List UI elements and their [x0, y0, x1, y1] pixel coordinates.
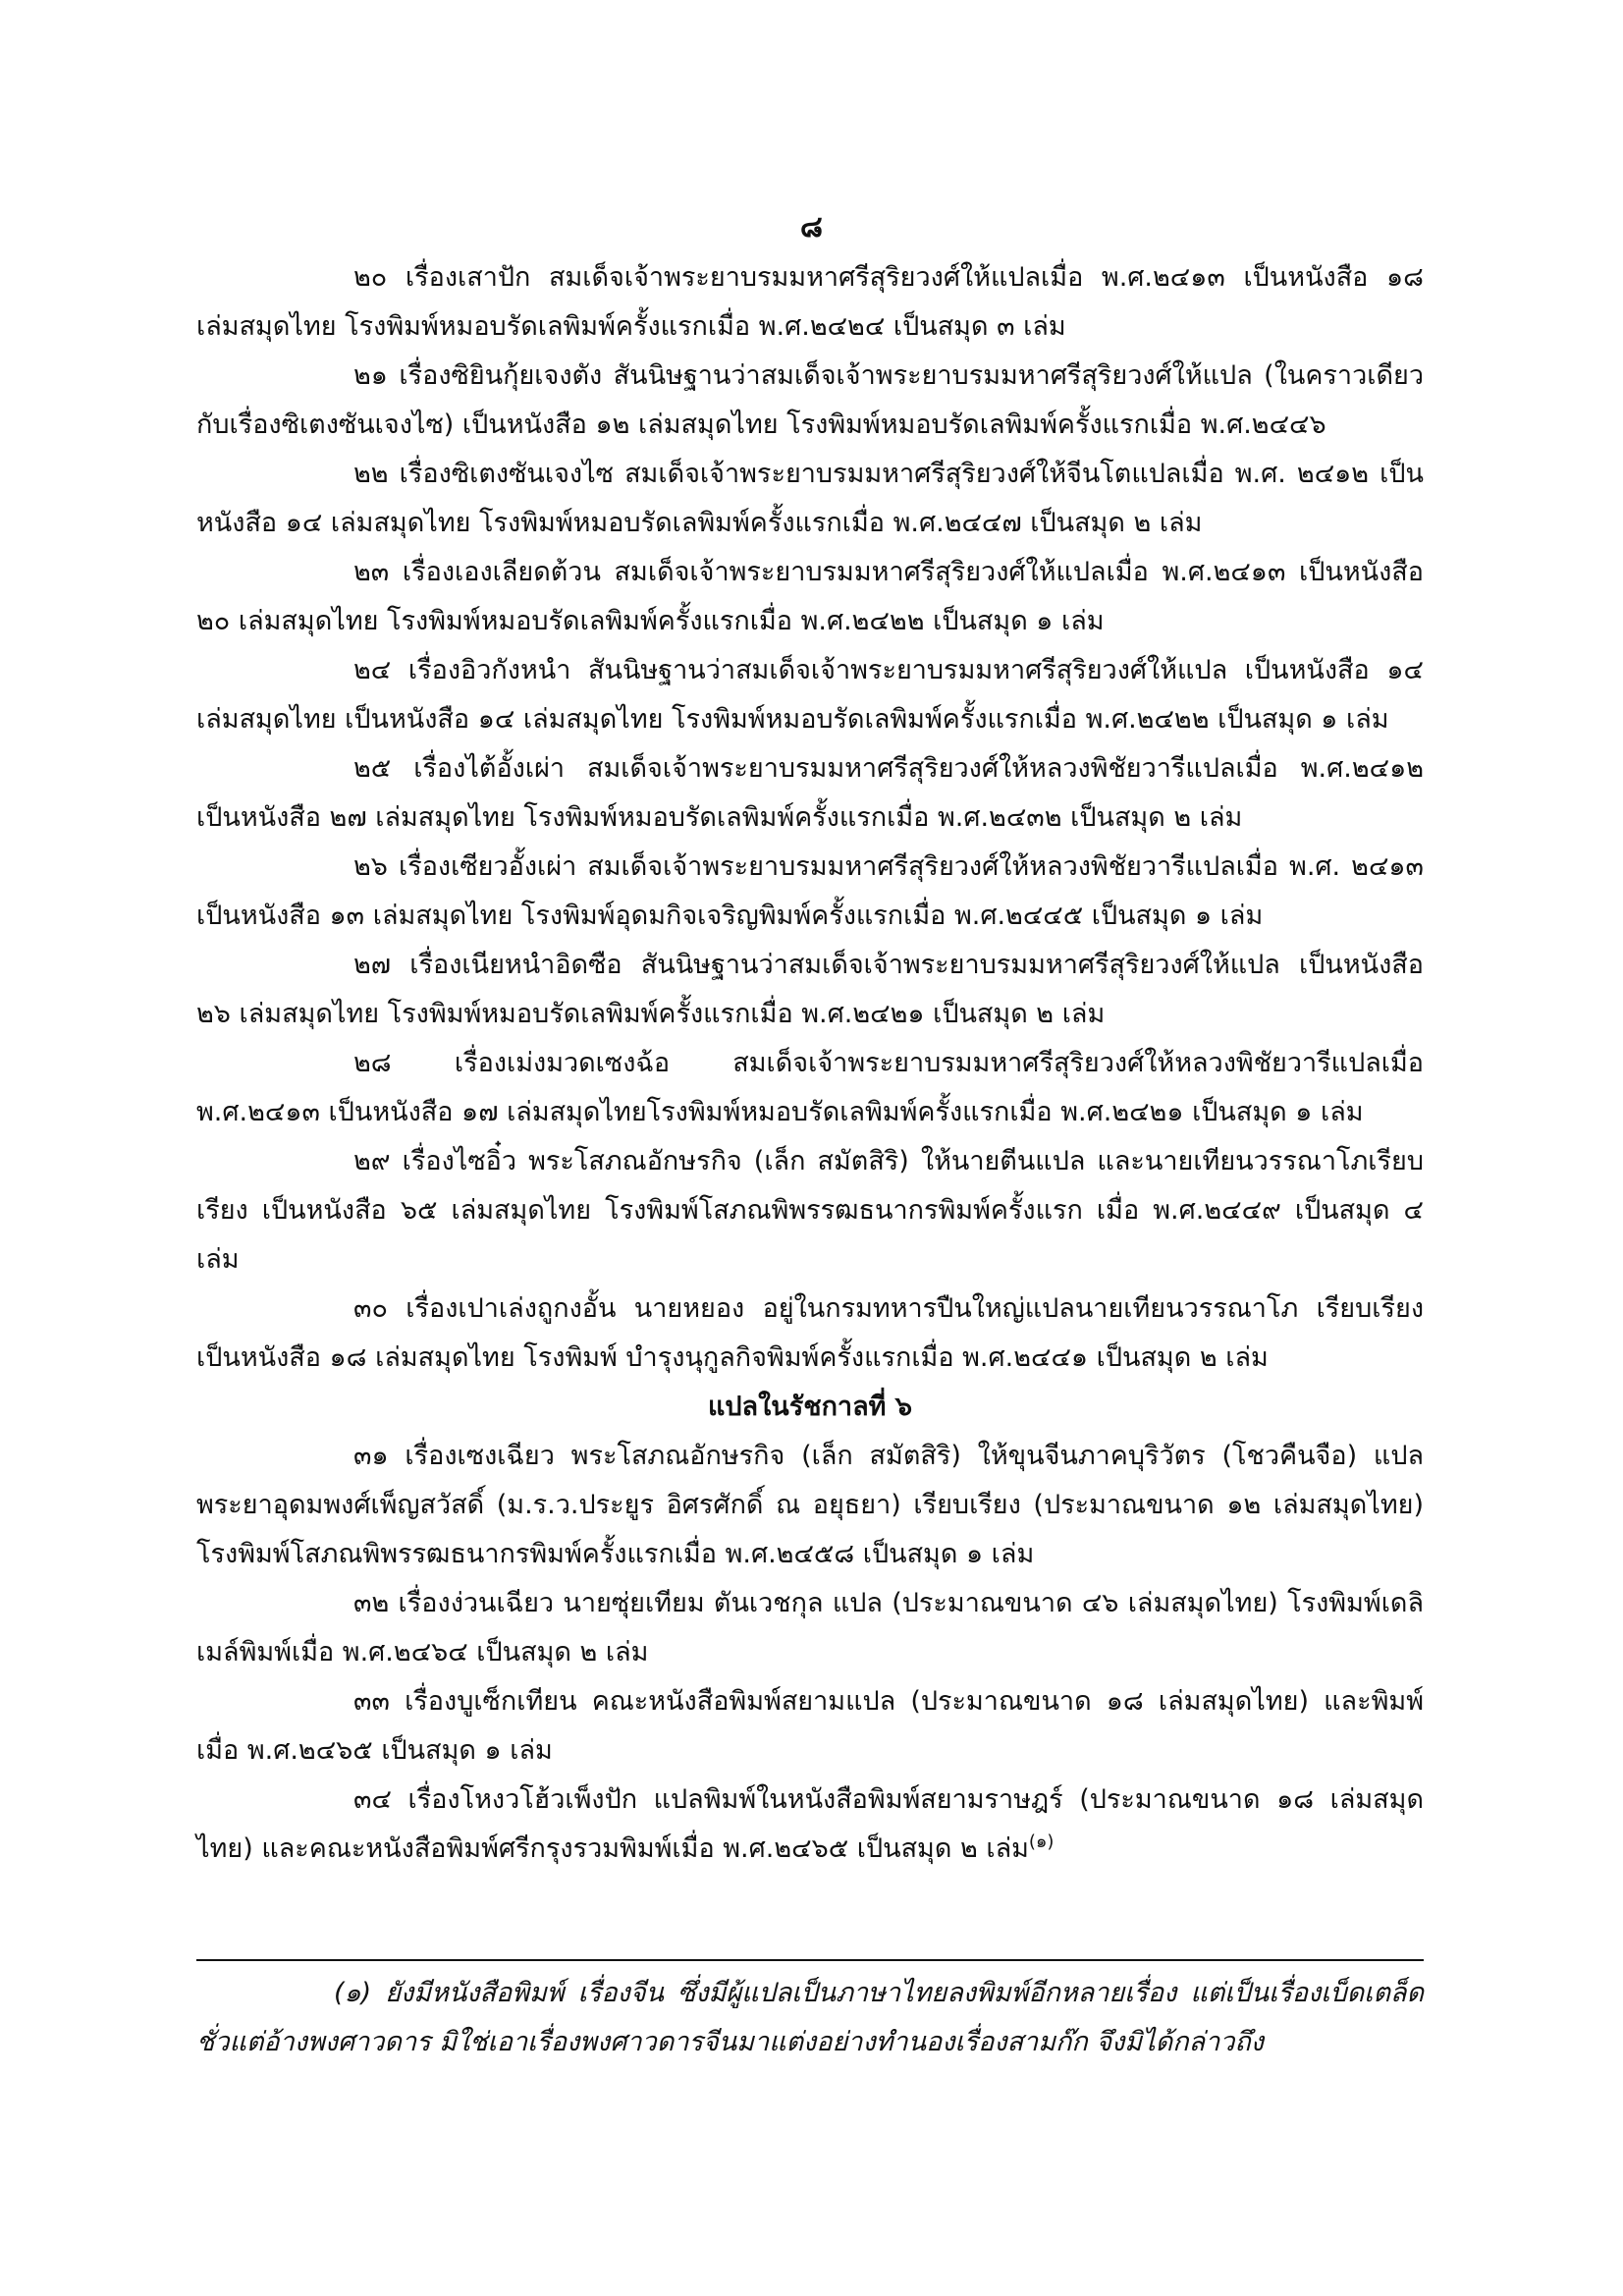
list-item-32: ๓๒ เรื่องง่วนเฉียว นายซุ่ยเทียม ตันเวชกุล แปล (ประมาณขนาด ๔๖ เล่มสมุดไทย) โรงพิมพ์เดลิเมล์พิมพ์เมื่อ พ.ศ.๒๔๖๔ เป็นสมุด ๒ เล่ม	[196, 1588, 1424, 1667]
list-item-20: ๒๐ เรื่องเสาปัก สมเด็จเจ้าพระยาบรมมหาศรีสุริยวงศ์ให้แปลเมื่อ พ.ศ.๒๔๑๓ เป็นหนังสือ ๑๘ เล่มสมุดไทย โรงพิมพ์หมอบรัดเลพิมพ์ครั้งแรกเมื่อ พ.ศ.๒๔๒๔ เป็นสมุด ๓ เล่ม	[196, 262, 1424, 342]
footnote-divider	[196, 1959, 1424, 1961]
body-text	[196, 253, 1424, 1874]
list-item-34-text: ๓๔ เรื่องโหงวโฮ้วเพ็งปัก แปลพิมพ์ในหนังสือพิมพ์สยามราษฎร์ (ประมาณขนาด ๑๘ เล่มสมุดไทย) และคณะหนังสือพิมพ์ศรีกรุงรวมพิมพ์เมื่อ พ.ศ.๒๔๖๕ เป็นสมุด ๒ เล่ม	[196, 1784, 1424, 1864]
list-item-33: ๓๓ เรื่องบูเซ็กเทียน คณะหนังสือพิมพ์สยามแปล (ประมาณขนาด ๑๘ เล่มสมุดไทย) และพิมพ์เมื่อ พ.ศ.๒๔๖๕ เป็นสมุด ๑ เล่ม	[196, 1686, 1424, 1766]
list-item-22: ๒๒ เรื่องซิเตงซันเจงไซ สมเด็จเจ้าพระยาบรมมหาศรีสุริยวงศ์ให้จีนโตแปลเมื่อ พ.ศ. ๒๔๑๒ เป็นหนังสือ ๑๔ เล่มสมุดไทย โรงพิมพ์หมอบรัดเลพิมพ์ครั้งแรกเมื่อ พ.ศ.๒๔๔๗ เป็นสมุด ๒ เล่ม	[196, 459, 1424, 538]
list-item-24: ๒๔ เรื่องอิวกังหนำ สันนิษฐานว่าสมเด็จเจ้าพระยาบรมมหาศรีสุริยวงศ์ให้แปล เป็นหนังสือ ๑๔ เล่มสมุดไทย เป็นหนังสือ ๑๔ เล่มสมุดไทย โรงพิมพ์หมอบรัดเลพิมพ์ครั้งแรกเมื่อ พ.ศ.๒๔๒๒ เป็นสมุด ๑ เล่ม	[196, 655, 1424, 735]
list-item-25: ๒๕ เรื่องไต้อั้งเผ่า สมเด็จเจ้าพระยาบรมมหาศรีสุริยวงศ์ให้หลวงพิชัยวารีแปลเมื่อ พ.ศ.๒๔๑๒ เป็นหนังสือ ๒๗ เล่มสมุดไทย โรงพิมพ์หมอบรัดเลพิมพ์ครั้งแรกเมื่อ พ.ศ.๒๔๓๒ เป็นสมุด ๒ เล่ม	[196, 753, 1424, 833]
list-item-26: ๒๖ เรื่องเซียวอั้งเผ่า สมเด็จเจ้าพระยาบรมมหาศรีสุริยวงศ์ให้หลวงพิชัยวารีแปลเมื่อ พ.ศ. ๒๔๑๓ เป็นหนังสือ ๑๓ เล่มสมุดไทย โรงพิมพ์อุดมกิจเจริญพิมพ์ครั้งแรกเมื่อ พ.ศ.๒๔๔๕ เป็นสมุด ๑ เล่ม	[196, 851, 1424, 931]
list-item-31: ๓๑ เรื่องเซงเฉียว พระโสภณอักษรกิจ (เล็ก สมัตสิริ) ให้ขุนจีนภาคบุริวัตร (โชวคืนจือ) แปล พระยาอุดมพงศ์เพ็ญสวัสดิ์ (ม.ร.ว.ประยูร อิศรศักดิ์ ณ อยุธยา) เรียบเรียง (ประมาณขนาด ๑๒ เล่มสมุดไทย) โรงพิมพ์โสภณพิพรรฒธนากรพิมพ์ครั้งแรกเมื่อ พ.ศ.๒๔๕๘ เป็นสมุด ๑ เล่ม	[196, 1441, 1424, 1569]
list-item-23: ๒๓ เรื่องเองเลียดต้วน สมเด็จเจ้าพระยาบรมมหาศรีสุริยวงศ์ให้แปลเมื่อ พ.ศ.๒๔๑๓ เป็นหนังสือ ๒๐ เล่มสมุดไทย โรงพิมพ์หมอบรัดเลพิมพ์ครั้งแรกเมื่อ พ.ศ.๒๔๒๒ เป็นสมุด ๑ เล่ม	[196, 557, 1424, 636]
list-item-29: ๒๙ เรื่องไซอิ๋ว พระโสภณอักษรกิจ (เล็ก สมัตสิริ) ให้นายตีนแปล และนายเทียนวรรณาโภเรียบเรียง เป็นหนังสือ ๖๕ เล่มสมุดไทย โรงพิมพ์โสภณพิพรรฒธนากรพิมพ์ครั้งแรก เมื่อ พ.ศ.๒๔๔๙ เป็นสมุด ๔ เล่ม	[196, 1146, 1424, 1275]
footnote: (๑) ยังมีหนังสือพิมพ์ เรื่องจีน ซึ่งมีผู้แปลเป็นภาษาไทยลงพิมพ์อีกหลายเรื่อง แต่เป็นเรื่องเบ็ดเตล็ดชั่วแต่อ้างพงศาวดาร มิใช่เอาเรื่องพงศาวดารจีนมาแต่งอย่างทำนองเรื่องสามก๊ก จึงมิได้กล่าวถึง	[196, 1978, 1424, 2057]
page-number: ๘	[799, 210, 824, 245]
list-item-27: ๒๗ เรื่องเนียหนำอิดซือ สันนิษฐานว่าสมเด็จเจ้าพระยาบรมมหาศรีสุริยวงศ์ให้แปล เป็นหนังสือ ๒๖ เล่มสมุดไทย โรงพิมพ์หมอบรัดเลพิมพ์ครั้งแรกเมื่อ พ.ศ.๒๔๒๑ เป็นสมุด ๒ เล่ม	[196, 950, 1424, 1029]
list-item-21: ๒๑ เรื่องซิยินกุ้ยเจงตัง สันนิษฐานว่าสมเด็จเจ้าพระยาบรมมหาศรีสุริยวงศ์ให้แปล (ในคราวเดียวกับเรื่องซิเตงซันเจงไซ) เป็นหนังสือ ๑๒ เล่มสมุดไทย โรงพิมพ์หมอบรัดเลพิมพ์ครั้งแรกเมื่อ พ.ศ.๒๔๔๖	[196, 360, 1424, 440]
list-item-28: ๒๘ เรื่องเม่งมวดเซงฉ้อ สมเด็จเจ้าพระยาบรมมหาศรีสุริยวงศ์ให้หลวงพิชัยวารีแปลเมื่อ พ.ศ.๒๔๑๓ เป็นหนังสือ ๑๗ เล่มสมุดไทยโรงพิมพ์หมอบรัดเลพิมพ์ครั้งแรกเมื่อ พ.ศ.๒๔๒๑ เป็นสมุด ๑ เล่ม	[196, 1048, 1424, 1127]
list-item-34	[196, 1776, 1424, 1874]
section-heading: แปลในรัชกาลที่ ๖	[708, 1392, 912, 1422]
footnote-reference[interactable]: (๑)	[1028, 1831, 1055, 1852]
list-item-30: ๓๐ เรื่องเปาเล่งถูกงอั้น นายหยอง อยู่ในกรมทหารปืนใหญ่แปลนายเทียนวรรณาโภ เรียบเรียง เป็นหนังสือ ๑๘ เล่มสมุดไทย โรงพิมพ์ บำรุงนุกูลกิจพิมพ์ครั้งแรกเมื่อ พ.ศ.๒๔๔๑ เป็นสมุด ๒ เล่ม	[196, 1293, 1424, 1373]
